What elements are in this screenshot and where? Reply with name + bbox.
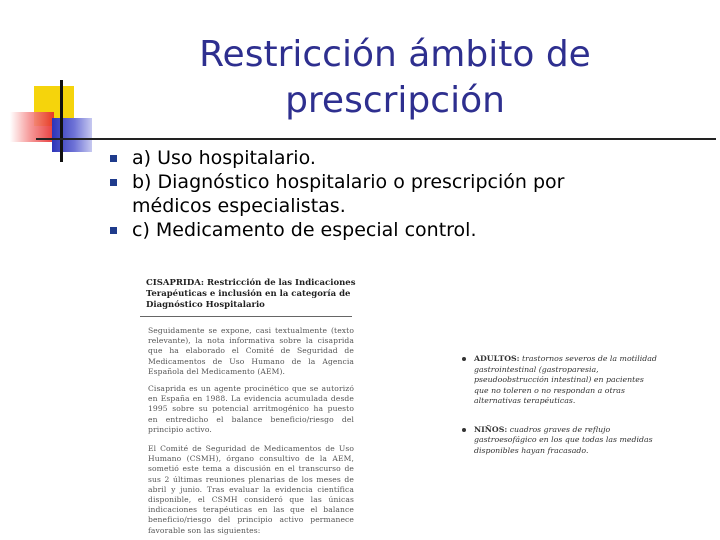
bullet-dot-icon (462, 357, 466, 361)
bullet-item (110, 170, 630, 218)
bullet-list (110, 146, 630, 242)
bullet-item (110, 218, 630, 242)
logo-blue-block (52, 118, 92, 152)
indication-text: cuadros graves de reflujo gastroesofágico en los que todas las medidas disponibles hayan fracasado. (474, 424, 653, 455)
scanned-document (140, 278, 660, 535)
indication-list (460, 354, 658, 474)
square-bullet-icon (110, 155, 117, 162)
document-paragraph: Seguidamente se expone, casi textualmente (texto relevante), la nota informativa sobre la cisaprida que ha elaborado el Comité de Seguridad de Medicamentos de Uso Humano de la Agencia Española del Medicamento (AEM). (148, 326, 354, 376)
indication-label: NIÑOS: (474, 424, 508, 434)
document-paragraph: El Comité de Seguridad de Medicamentos de Uso Humano (CSMH), órgano consultivo de la AEM, sometió este tema a discusión en el transcurso de sus 2 últimas reuniones plenarias de los meses de abril y junio. Tras evaluar la evidencia científica disponible, el CSMH consideró que las únicas indicaciones terapéuticas en las que el balance beneficio/riesgo del principio activo permanece favorable son las siguientes: (148, 444, 354, 535)
indication-text: trastornos severos de la motilidad gastrointestinal (gastroparesia, pseudoobstrucción intestinal) en pacientes que no toleren o no respondan a otras alternativas terapéuticas. (474, 354, 657, 405)
bullet-text: a) Uso hospitalario. (132, 147, 316, 169)
document-paragraph: Cisaprida es un agente procinético que se autorizó en España en 1988. La evidencia acumulada desde 1995 sobre su potencial arritmogénico ha puesto en entredicho el balance beneficio/riesgo del principio activo. (148, 384, 354, 434)
indication-item (460, 425, 658, 457)
document-heading: CISAPRIDA: Restricción de las Indicaciones Terapéuticas e inclusión en la categoría de Diagnóstico Hospitalario (146, 278, 356, 310)
bullet-dot-icon (462, 428, 466, 432)
bullet-text: c) Medicamento de especial control. (132, 219, 477, 241)
logo-vertical-line (60, 80, 63, 162)
square-bullet-icon (110, 227, 117, 234)
indication-label: ADULTOS: (474, 354, 520, 363)
indication-item (460, 354, 658, 407)
bullet-item (110, 146, 630, 170)
title-divider (36, 138, 716, 140)
document-divider (140, 316, 352, 317)
square-bullet-icon (110, 179, 117, 186)
bullet-text: b) Diagnóstico hospitalario o prescripción por médicos especialistas. (132, 171, 565, 217)
slide-title: Restricción ámbito de prescripción (199, 34, 591, 121)
